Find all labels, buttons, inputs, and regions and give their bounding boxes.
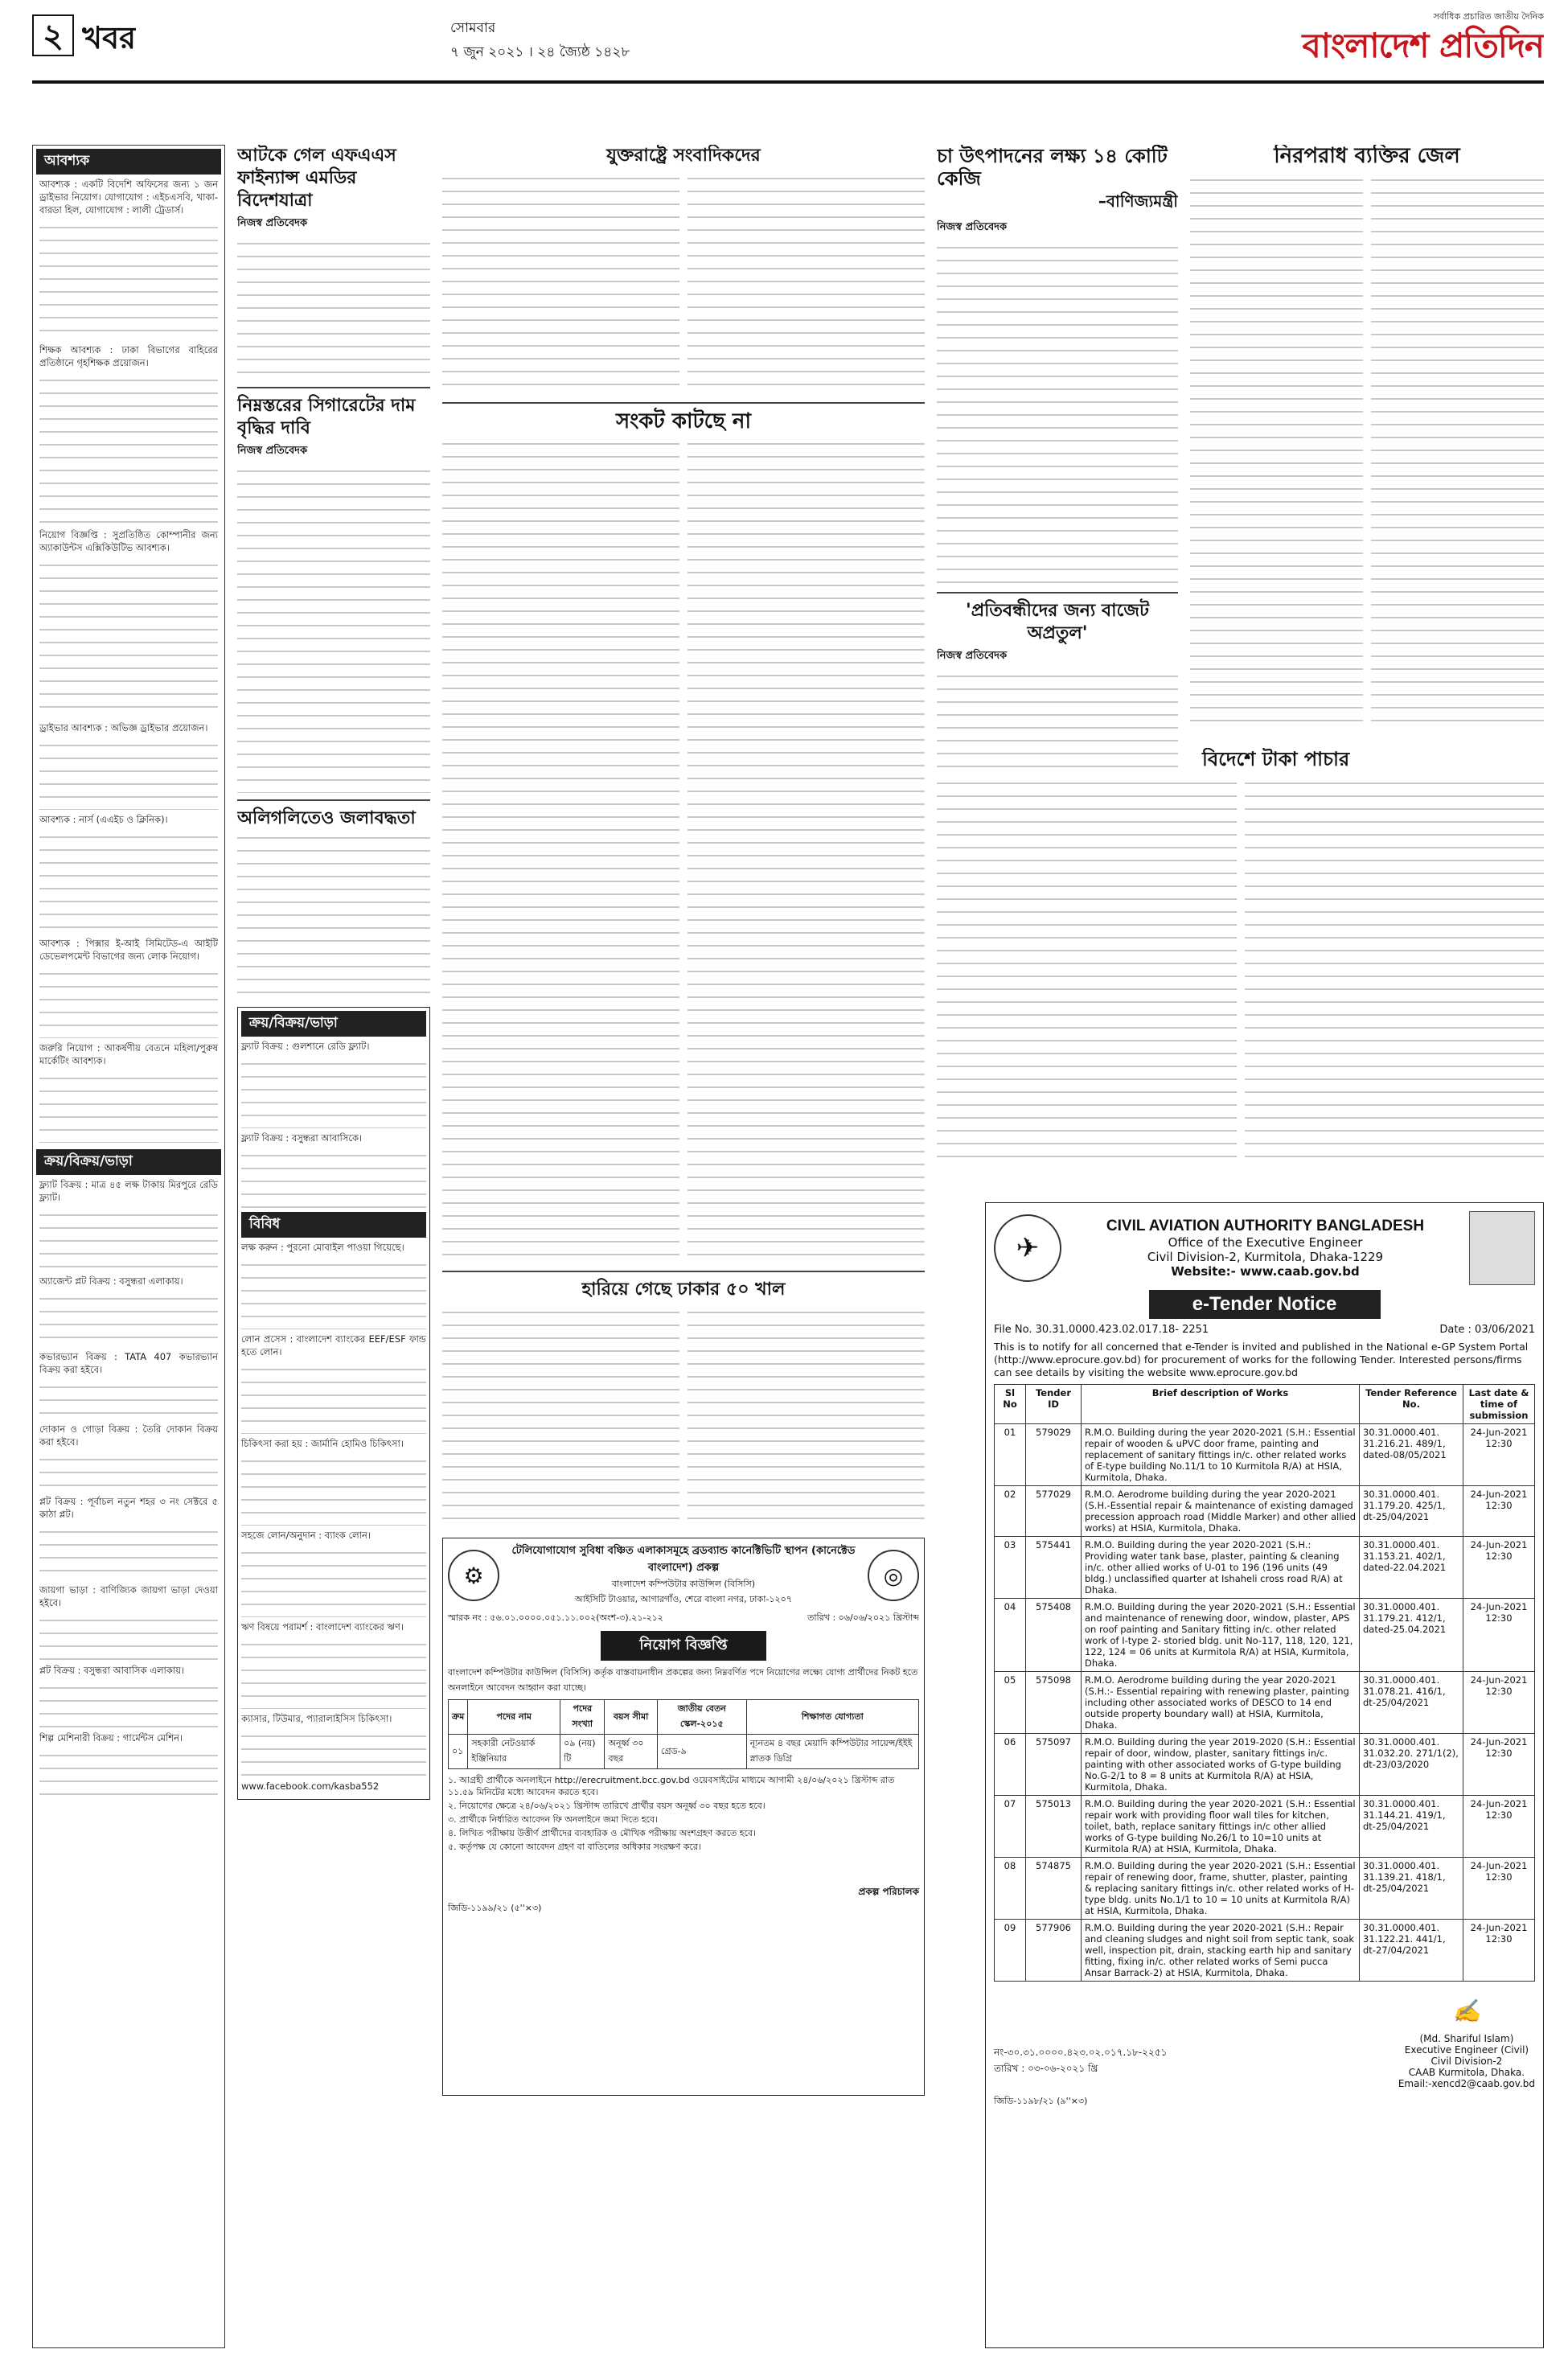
tender-cell: 24-Jun-2021 12:30	[1463, 1858, 1535, 1920]
caa-website[interactable]: Website:- www.caab.gov.bd	[1171, 1264, 1360, 1279]
tender-row	[995, 1537, 1535, 1599]
tender-row	[995, 1599, 1535, 1672]
caa-office: Office of the Executive Engineer	[1168, 1235, 1363, 1250]
tender-body	[995, 1424, 1535, 1982]
buy-sell-item: ফ্ল্যাট বিক্রয় : মাত্র ৪৫ লক্ষ টাকায় মিরপুরে রেডি ফ্ল্যাট।	[39, 1179, 221, 1203]
job-cell: গ্রেড-৯	[657, 1735, 746, 1769]
job-cell: অনূর্ধ্ব ৩০ বছর	[605, 1735, 657, 1769]
ict-job-table	[448, 1699, 919, 1769]
signer-title: Executive Engineer (Civil)	[1404, 2044, 1529, 2056]
tender-row	[995, 1920, 1535, 1982]
text-filler	[39, 966, 218, 1038]
buy-sell-item: জায়গা ভাড়া : বাণিজ্যিক জায়গা ভাড়া দেওয়া হইবে।	[39, 1584, 221, 1608]
ict-memo: স্মারক নং : ৫৬.০১.০০০০.০৫১.১১.০০২(অংশ-৩).২১-২১২	[448, 1612, 663, 1623]
buy-sell-item: দোকান ও গোড়া বিক্রয় : তৈরি দোকান বিক্রয় করা হইবে।	[39, 1423, 221, 1448]
article-body-money	[937, 775, 1237, 1161]
tender-cell: 579029	[1026, 1424, 1082, 1486]
text-filler	[39, 1748, 218, 1796]
text-filler	[241, 1728, 426, 1776]
tender-cell: R.M.O. Aerodrome building during the year 2020-2021 (S.H.-Essential repair & maintenance of existing damaged precession approach road (Middle Marker) and other allied works) at HSIA, Kurmitola, Dhaka.	[1082, 1486, 1360, 1537]
classified-item: জরুরি নিয়োগ : আকর্ষণীয় বেতনে মহিলা/পুরুষ মার্কেটিং আবশ্যক।	[39, 1042, 221, 1066]
tender-cell: R.M.O. Building during the year 2020-2021 (S.H.: Essential repair of renewing door, frame, shutter, plaster, painting & replacing sanitary fittings in/c. other related works of H-type bldg. units No.1/1 to 10 = 10 units at Kurmitola R/A) at HSIA, Kurmitola, Dhaka.	[1082, 1858, 1360, 1920]
buy-sell-item: শিল্প মেশিনারী বিক্রয় : গার্মেন্টস মেশিন।	[39, 1732, 183, 1744]
tender-header: Tender Reference No.	[1360, 1385, 1463, 1424]
article-body-us-report	[442, 170, 679, 396]
classified-item: আবশ্যক : নার্স (এএইচ ও ক্লিনিক)।	[39, 814, 168, 825]
small-classified-item: চিকিৎসা করা হয় : জার্মানি হোমিও চিকিৎসা।	[241, 1438, 404, 1449]
signer-email[interactable]: Email:-xencd2@caab.gov.bd	[1398, 2078, 1535, 2089]
tender-cell: R.M.O. Building during the year 2020-2021 (S.H.: Providing water tank base, plaster, painting & cleaning in/c. other allied works of U-01 to 196 (196 units (49 bldg.) unclassified quarter at Ishaheli cross road R/A) at Dhaka.	[1082, 1537, 1360, 1599]
tender-cell: R.M.O. Building during the year 2020-2021 (S.H.: Essential repair work with providing floor wall tiles for kitchen, toilet, bath, replace sanitary fittings in/c other allied works of G-type building No.26/1 to 10=10 units at Kurmitola R/A) at HSIA, Kurmitola, Dhaka.	[1082, 1796, 1360, 1858]
classified-title: আবশ্যক	[36, 149, 221, 175]
text-filler	[39, 1291, 218, 1347]
caa-memo-bn: নং-৩০.৩১.০০০০.৪২৩.০২.০১৭.১৮-২২৫১	[994, 2047, 1168, 2058]
masthead[interactable]	[1270, 10, 1544, 90]
byline: নিজস্ব প্রতিবেদক	[237, 445, 308, 457]
tender-row	[995, 1672, 1535, 1734]
tender-cell: 574875	[1026, 1858, 1082, 1920]
classified-list	[33, 178, 224, 1143]
caa-title: CIVIL AVIATION AUTHORITY BANGLADESH	[1106, 1218, 1425, 1234]
tender-cell: R.M.O. Building during the year 2019-2020 (S.H.: Essential repair of door, window, plaster, sanitary fittings in/c. painting with other associated works of G-type building No.G-2/1 to 8 = 8 units at Kurmitola R/A) at HSIA, Kurmitola, Dhaka.	[1082, 1734, 1360, 1796]
small-classified-item: লক্ষ করুন : পুরনো মোবাইল পাওয়া গিয়েছে।	[241, 1242, 404, 1253]
rent-title: ক্রয়/বিক্রয়/ভাড়া	[241, 1011, 426, 1037]
job-header: ক্রম	[449, 1700, 468, 1735]
text-filler	[241, 1453, 426, 1526]
text-filler	[241, 1637, 426, 1709]
section-name: খবর	[82, 20, 137, 55]
small-classified-box	[237, 1007, 430, 1800]
divider	[237, 799, 430, 801]
tender-row	[995, 1424, 1535, 1486]
ict-signoff: প্রকল্প পরিচালক	[858, 1886, 919, 1897]
small-classified-item: ফ্ল্যাট বিক্রয় : বসুন্ধরা আবাসিকে।	[241, 1132, 363, 1144]
text-filler	[39, 1379, 218, 1419]
tender-cell: 24-Jun-2021 12:30	[1463, 1734, 1535, 1796]
caa-date: Date : 03/06/2021	[1439, 1324, 1535, 1336]
tender-cell: 03	[995, 1537, 1026, 1599]
tender-cell: 08	[995, 1858, 1026, 1920]
caa-division: Civil Division-2, Kurmitola, Dhaka-1229	[1147, 1250, 1384, 1264]
article-body-cigarette	[237, 463, 430, 793]
job-cell: ০১	[449, 1735, 468, 1769]
small-classified-item: ফ্ল্যাট বিক্রয় : গুলশানে রেডি ফ্ল্যাট।	[241, 1041, 370, 1052]
text-filler	[39, 1207, 218, 1271]
caa-file-no: File No. 30.31.0000.423.02.017.18- 2251	[994, 1324, 1209, 1336]
tender-header: Brief description of Works	[1082, 1385, 1360, 1424]
tender-cell: 30.31.0000.401. 31.179.20. 425/1, dt-25/04/2021	[1360, 1486, 1463, 1537]
ict-condition: ৫. কর্তৃপক্ষ যে কোনো আবেদন গ্রহণ বা বাতিলের অধিকার সংরক্ষণ করে।	[448, 1842, 701, 1852]
tender-row	[995, 1734, 1535, 1796]
column-2	[237, 145, 430, 2348]
classified-item: ড্রাইভার আবশ্যক : অভিজ্ঞ ড্রাইভার প্রয়োজন।	[39, 722, 208, 733]
weekday: সোমবার	[450, 20, 496, 36]
job-header: জাতীয় বেতন স্কেল-২০১৫	[657, 1700, 746, 1735]
byline: নিজস্ব প্রতিবেদক	[937, 221, 1008, 233]
tender-cell: R.M.O. Aerodrome building during the year 2020-2021 (S.H.:- Essential repairing with renewing plaster, painting including other associated works of DESCO to 14 end outside property boundary wall) at HSIA, Kurmitola, Dhaka.	[1082, 1672, 1360, 1734]
article-body-canals	[442, 1304, 679, 1530]
caa-intro: This is to notify for all concerned that e-Tender is invited and published in the National e-GP System Portal (http://www.eprocure.gov.bd) for procurement of works for the following Tender. Interested persons/firms can see details by visiting the website www.eprocure.gov.bd	[994, 1341, 1529, 1378]
ict-conditions	[448, 1774, 919, 1853]
ict-condition: ৩. প্রার্থীকে নির্ধারিত আবেদন ফি অনলাইনে জমা দিতে হবে।	[448, 1814, 659, 1825]
job-cell: সহকারী নেটওয়ার্ক ইঞ্জিনিয়ার	[468, 1735, 560, 1769]
job-cell: ০৯ (নয়) টি	[560, 1735, 605, 1769]
byline: নিজস্ব প্রতিবেদক	[937, 650, 1008, 662]
small-classified-item: ঋণ বিষয়ে পরামর্শ : বাংলাদেশ ব্যাংকের ঋণ।	[241, 1621, 404, 1633]
article-body-crisis	[442, 436, 679, 1264]
tender-cell: R.M.O. Building during the year 2020-2021 (S.H.: Essential repair of wooden & uPVC door frame, painting and replacement of sanitary fittings in/c. other related works of E-type building No.11/1 to 10 Kurmitola R/A) at HSIA, Kurmitola, Dhaka.	[1082, 1424, 1360, 1486]
headline-budget[interactable]: 'প্রতিবন্ধীদের জন্য বাজেট অপ্রতুল'	[965, 601, 1150, 643]
tender-cell: 24-Jun-2021 12:30	[1463, 1796, 1535, 1858]
text-filler	[241, 1257, 426, 1329]
text-filler	[39, 220, 218, 340]
text-filler	[241, 1545, 426, 1617]
portrait-photo	[1469, 1211, 1535, 1285]
caa-tender-ad	[985, 1202, 1544, 2348]
small-classified-item: লোন প্রসেস : বাংলাদেশ ব্যাংকের EEF/ESF ফান্ড হতে লোন।	[241, 1333, 429, 1357]
job-row	[449, 1735, 919, 1769]
page-number: ২	[32, 14, 74, 56]
buy-sell-item: প্লট বিক্রয় : বসুন্ধরা আবাসিক এলাকায়।	[39, 1665, 185, 1676]
text-filler	[39, 372, 218, 525]
tender-cell: 575408	[1026, 1599, 1082, 1672]
ict-condition: ৪. লিখিত পরীক্ষায় উত্তীর্ণ প্রার্থীদের ব্যবহারিক ও মৌখিক পরীক্ষায় অংশগ্রহণ করতে হবে।	[448, 1828, 757, 1838]
caa-gd: জিডি-১১৯৮/২১ (৯''×৩)	[994, 2096, 1088, 2106]
column-jail	[1190, 145, 1544, 740]
tender-cell: 24-Jun-2021 12:30	[1463, 1920, 1535, 1982]
article-body-canals	[688, 1304, 925, 1530]
buy-sell-list	[33, 1178, 224, 1796]
text-filler	[241, 1362, 426, 1434]
ict-agency: বাংলাদেশ কম্পিউটার কাউন্সিল (বিসিসি)	[611, 1579, 756, 1589]
tender-cell: 575098	[1026, 1672, 1082, 1734]
tender-cell: 575013	[1026, 1796, 1082, 1858]
tender-cell: 24-Jun-2021 12:30	[1463, 1672, 1535, 1734]
classified-column	[32, 145, 225, 2348]
article-body-money	[1245, 775, 1545, 1161]
text-filler	[39, 737, 218, 810]
signer-name: (Md. Shariful Islam)	[1419, 2033, 1514, 2044]
signature-mark: ✍	[1452, 1998, 1481, 2024]
tender-cell: 30.31.0000.401. 31.179.21. 412/1, dated-25.04.2021	[1360, 1599, 1463, 1672]
divider	[442, 1271, 925, 1272]
caab-emblem-icon: ✈	[994, 1214, 1061, 1282]
tender-row	[995, 1486, 1535, 1537]
tender-cell: 09	[995, 1920, 1026, 1982]
tender-cell: 575441	[1026, 1537, 1082, 1599]
ict-address: আইসিটি টাওয়ার, আগারগাঁও, শেরে বাংলা নগর, ঢাকা-১২০৭	[575, 1594, 792, 1604]
ict-gd: জিডি-১১৯৯/২১ (৫''×৩)	[448, 1903, 542, 1913]
tender-header: Last date & time of submission	[1463, 1385, 1535, 1424]
ict-recruitment-ad	[442, 1538, 925, 2096]
tender-header: Tender ID	[1026, 1385, 1082, 1424]
ict-project-name: টেলিযোগাযোগ সুবিধা বঞ্চিত এলাকাসমূহে ব্রডব্যান্ড কানেক্টিভিটি স্থাপন (কানেক্টেড বাংলাদেশ) প্রকল্প	[511, 1545, 856, 1574]
headline-us-report[interactable]: যুক্তরাষ্ট্রে সংবাদিকদের	[606, 146, 761, 166]
tender-cell: 05	[995, 1672, 1026, 1734]
tender-cell: 30.31.0000.401. 31.139.21. 418/1, dt-25/04/2021	[1360, 1858, 1463, 1920]
small-classified-item: ক্যাসার, টিউমার, প্যারালাইসিস চিকিৎসা।	[241, 1713, 392, 1724]
classified-item: শিক্ষক আবশ্যক : ঢাকা বিভাগের বাহিরের প্রতিষ্ঠানে গৃহশিক্ষক প্রয়োজন।	[39, 344, 221, 368]
text-filler	[39, 557, 218, 718]
byline: নিজস্ব প্রতিবেদক	[237, 217, 308, 229]
tender-cell: 577906	[1026, 1920, 1082, 1982]
buy-sell-item: প্লট বিক্রয় : পূর্বাচল নতুন শহর ৩ নং সেক্টরে ৫ কাঠা প্লট।	[39, 1496, 221, 1520]
ict-condition: ২. নিয়োগের ক্ষেত্রে ২৪/০৬/২০২১ খ্রিস্টাব্দ তারিখে প্রার্থীর বয়স অনূর্ধ্ব ৩০ বছর হতে হবে।	[448, 1801, 766, 1811]
headline-cigarette[interactable]: নিম্নস্তরের সিগারেটের দাম বৃদ্ধির দাবি	[237, 396, 416, 438]
ict-condition: ১. আগ্রহী প্রার্থীকে অনলাইনে http://erecruitment.bcc.gov.bd ওয়েবসাইটের মাধ্যমে আগামী ২৪/০৬/২০২১ খ্রিস্টাব্দ রাত ১১.৫৯ মিনিটের মধ্যে আবেদন করতে হবে।	[448, 1775, 895, 1797]
tender-cell: 30.31.0000.401. 31.122.21. 441/1, dt-27/04/2021	[1360, 1920, 1463, 1982]
ict-notice-title: নিয়োগ বিজ্ঞপ্তি	[601, 1631, 766, 1661]
masthead-logo: বাংলাদেশ প্রতিদিন	[1302, 26, 1544, 65]
date-line: ৭ জুন ২০২১ । ২৪ জ্যৈষ্ঠ ১৪২৮	[450, 44, 630, 60]
tender-cell: 24-Jun-2021 12:30	[1463, 1599, 1535, 1672]
buy-sell-title: ক্রয়/বিক্রয়/ভাড়া	[36, 1149, 221, 1175]
tender-cell: 24-Jun-2021 12:30	[1463, 1537, 1535, 1599]
job-header: পদের সংখ্যা	[560, 1700, 605, 1735]
tender-cell: 02	[995, 1486, 1026, 1537]
tender-cell: 30.31.0000.401. 31.216.21. 489/1, dated-08/05/2021	[1360, 1424, 1463, 1486]
classified-item: আবশ্যক : একটি বিদেশি অফিসের জন্য ১ জন ড্রাইভার নিয়োগ। যোগাযোগ : এইচএসবি, খাকা-বারডা হিল, যোগাযোগ : লালী ট্রেডার্স।	[39, 179, 221, 216]
signer-org: CAAB Kurmitola, Dhaka.	[1408, 2067, 1525, 2078]
headline-fas[interactable]: আটকে গেল এফএএস ফাইন্যান্স এমডির বিদেশযাত্রা	[237, 146, 396, 211]
headline-crisis[interactable]: সংকট কাটছে না	[616, 409, 751, 433]
text-filler	[39, 1524, 218, 1580]
ict-division-logo-icon: ⚙	[448, 1550, 499, 1601]
tender-cell: 575097	[1026, 1734, 1082, 1796]
buy-sell-item: কভারভ্যান বিক্রয় : TATA 407 কভারভ্যান বিক্রয় করা হইবে।	[39, 1351, 221, 1375]
classified-item: নিয়োগ বিজ্ঞপ্তি : সুপ্রতিষ্ঠিত কোম্পানীর জন্য অ্যাকাউন্টস এক্সিকিউটিভ আবশ্যক।	[39, 529, 221, 553]
tender-cell: 24-Jun-2021 12:30	[1463, 1424, 1535, 1486]
misc-title: বিবিধ	[241, 1212, 426, 1238]
tender-cell: 07	[995, 1796, 1026, 1858]
headline-waterlogging[interactable]: অলিগলিতেও জলাবদ্ধতা	[237, 808, 416, 828]
text-filler	[39, 829, 218, 934]
bcc-logo-icon: ◎	[868, 1550, 919, 1601]
tender-cell: 30.31.0000.401. 31.144.21. 419/1, dt-25/04/2021	[1360, 1796, 1463, 1858]
tender-row	[995, 1796, 1535, 1858]
column-money	[937, 748, 1544, 1174]
tender-header: Sl No	[995, 1385, 1026, 1424]
tender-cell: R.M.O. Building during the year 2020-2021 (S.H.: Essential and maintenance of renewing door, window, plaster, APS on roof painting and Sanitary fitting in/c. other related work of I-type 2- storied bldg. unit No-117, 118, 120, 121, 122, 124 = 06 units at Kurmitola R/A) at HSIA, Kurmitola, Dhaka.	[1082, 1599, 1360, 1672]
small-classified-item: সহজে লোন/অনুদান : ব্যাংক লোন।	[241, 1530, 371, 1541]
center-articles	[442, 145, 925, 2348]
article-body-tea	[937, 240, 1178, 585]
headline-canals[interactable]: হারিয়ে গেছে ঢাকার ৫০ খাল	[581, 1279, 786, 1300]
job-cell: ন্যূনতম ৪ বছর মেয়াদি কম্পিউটার সায়েন্স/ইইই স্নাতক ডিগ্রি	[746, 1735, 918, 1769]
tender-cell: 06	[995, 1734, 1026, 1796]
classified-item: আবশ্যক : পিক্সার ই-আই সিমিটেড-এ আইটি ডেভেলপমেন্ট বিভাগের জন্য লোক নিয়োগ।	[39, 938, 221, 962]
tender-cell: 577029	[1026, 1486, 1082, 1537]
masthead-tagline: সর্বাধিক প্রচারিত জাতীয় দৈনিক	[1433, 11, 1544, 22]
tea-subtitle: –বাণিজ্যমন্ত্রী	[1098, 191, 1178, 211]
headline-jail[interactable]: নিরপরাধ ব্যক্তির জেল	[1274, 145, 1460, 168]
text-filler	[39, 1612, 218, 1661]
text-filler	[241, 1056, 426, 1128]
article-body-waterlogging	[237, 830, 430, 999]
headline-tea[interactable]: চা উৎপাদনের লক্ষ্য ১৪ কোটি কেজি	[937, 145, 1168, 190]
buy-sell-item: অ্যাজেন্ট প্লট বিক্রয় : বসুন্ধরা এলাকায়।	[39, 1275, 183, 1287]
job-header: পদের নাম	[468, 1700, 560, 1735]
divider	[937, 592, 1178, 594]
tender-cell: 01	[995, 1424, 1026, 1486]
article-body-jail	[1371, 172, 1544, 727]
tender-cell: 30.31.0000.401. 31.153.21. 402/1, dated-22.04.2021	[1360, 1537, 1463, 1599]
caa-file-row	[994, 1324, 1535, 1336]
text-filler	[39, 1680, 218, 1728]
job-header: বয়স সীমা	[605, 1700, 657, 1735]
header-rule	[32, 80, 1544, 84]
text-filler	[39, 1452, 218, 1492]
caa-date-bn: তারিখ : ০৩-০৬-২০২১ খ্রি	[994, 2063, 1098, 2074]
tender-cell: 24-Jun-2021 12:30	[1463, 1486, 1535, 1537]
ict-memo-date: তারিখ : ০৬/০৬/২০২১ খ্রিস্টাব্দ	[807, 1612, 919, 1623]
text-filler	[241, 1148, 426, 1212]
tender-cell: 30.31.0000.401. 31.078.21. 416/1, dt-25/04/2021	[1360, 1672, 1463, 1734]
article-body-fas	[237, 236, 430, 380]
headline-money[interactable]: বিদেশে টাকা পাচার	[1202, 748, 1350, 770]
facebook-link[interactable]: www.facebook.com/kasba552	[241, 1780, 380, 1792]
article-body-jail	[1190, 172, 1363, 727]
tender-row	[995, 1858, 1535, 1920]
article-body-crisis	[688, 436, 925, 1264]
tender-cell: 30.31.0000.401. 31.032.20. 271/1(2), dt-23/03/2020	[1360, 1734, 1463, 1796]
signer-division: Civil Division-2	[1430, 2056, 1503, 2067]
text-filler	[39, 1070, 218, 1143]
ict-intro: বাংলাদেশ কম্পিউটার কাউন্সিল (বিসিসি) কর্তৃক বাস্তবায়নাধীন প্রকল্পের জন্য নিম্নবর্ণিত পদে নিয়োগের লক্ষ্যে যোগ্য প্রার্থীদের নিকট হতে অনলাইনে আবেদন আহ্বান করা যাচ্ছে।	[448, 1667, 918, 1693]
job-header: শিক্ষাগত যোগ্যতা	[746, 1700, 918, 1735]
divider	[442, 402, 925, 404]
tender-cell: 04	[995, 1599, 1026, 1672]
article-body-us-report	[688, 170, 925, 396]
tender-table	[994, 1384, 1535, 1982]
tender-cell: R.M.O. Building during the year 2020-2021 (S.H.: Repair and cleaning sludges and night soil from septic tank, soak well, inspection pit, drain, stacking earth hip and sanitary fitting, fixing in/c. other related works of Semi pucca Ansar Barrack-2) at HSIA, Kurmitola, Dhaka.	[1082, 1920, 1360, 1982]
divider	[237, 387, 430, 388]
etender-title: e-Tender Notice	[1149, 1290, 1381, 1319]
